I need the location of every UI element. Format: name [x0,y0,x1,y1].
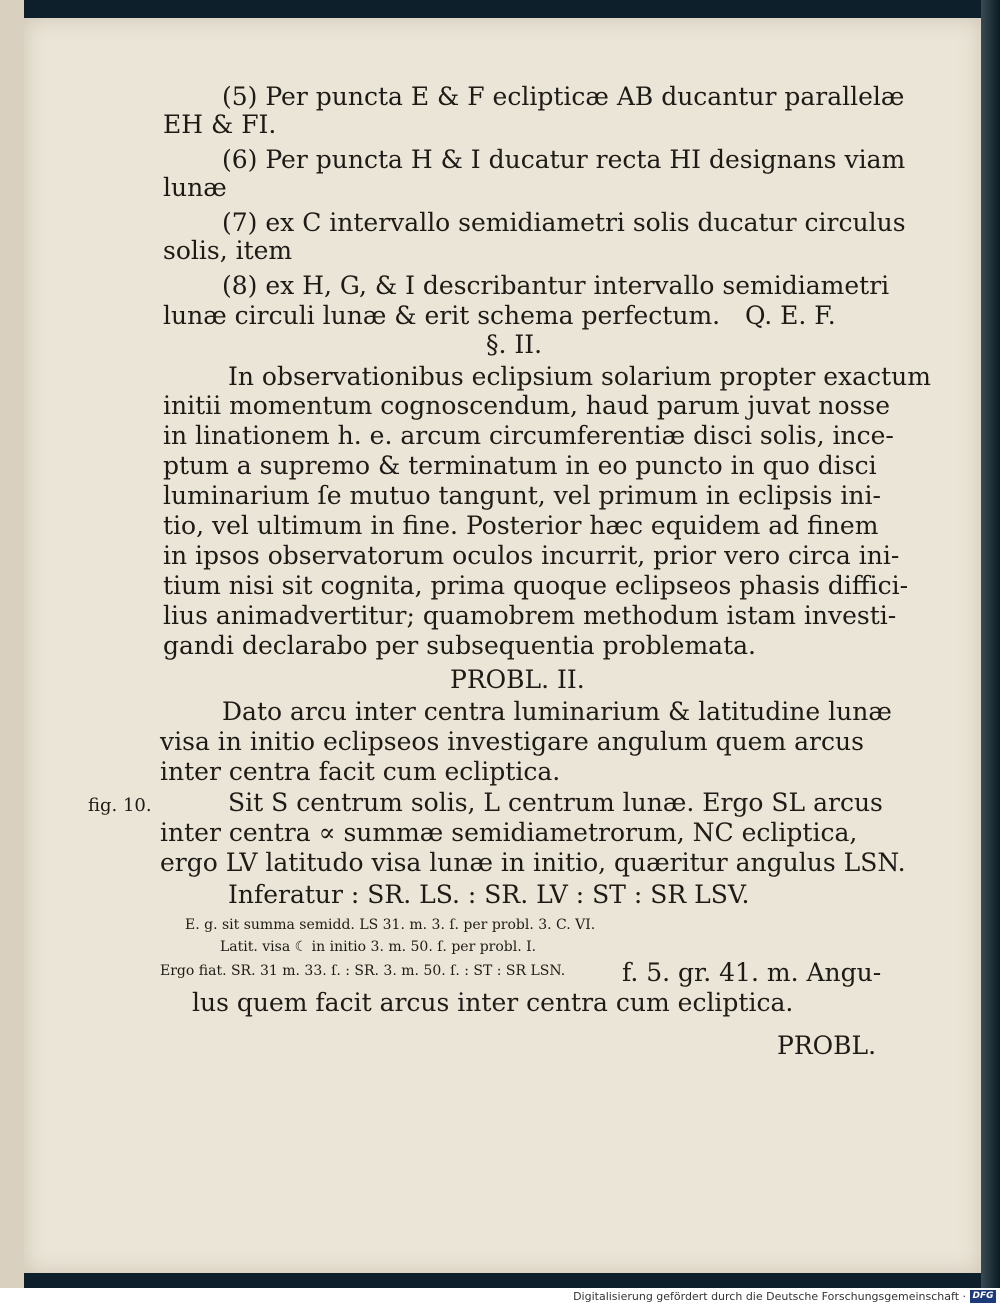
problem-heading: PROBL. II. [450,665,585,694]
text-line: In observationibus eclipsium solarium propter exactum [228,362,931,391]
text-line: tium nisi sit cognita, prima quoque eclipseos phasis diffici- [163,571,909,600]
result-line: f. 5. gr. 41. m. Angu- [622,958,882,987]
text-line: ergo LV latitudo visa lunæ in initio, quæritur angulus LSN. [160,848,906,877]
example-line: Ergo fiat. SR. 31 m. 33. ſ. : SR. 3. m. 50. ſ. : ST : SR LSN. [160,963,566,979]
left-margin-strip [0,0,24,1290]
text-line: in ipsos observatorum oculos incurrit, prior vero circa ini- [163,541,900,570]
text-line: in linationem h. e. arcum circumferentiæ disci solis, ince- [163,421,894,450]
margin-note: fig. 10. [88,795,152,816]
text-line: ptum a supremo & terminatum in eo puncto in quo disci [163,451,877,480]
footer-credit: Digitalisierung gefördert durch die Deutsche Forschungsgemeinschaft · [573,1290,966,1303]
book-spine-edge [981,0,1000,1290]
text-line: Inferatur : SR. LS. : SR. LV : ST : SR LSV. [228,880,750,909]
text-line: luminarium ſe mutuo tangunt, vel primum in eclipsis ini- [163,481,881,510]
text-line: inter centra facit cum ecliptica. [160,757,561,786]
text-line: initii momentum cognoscendum, haud parum juvat nosse [163,391,891,420]
text-line: tio, vel ultimum in fine. Posterior hæc equidem ad finem [163,511,879,540]
section-heading: §. II. [486,330,543,359]
text-line: (5) Per puncta E & F eclipticæ AB ducantur parallelæ [222,82,905,111]
text-line: lius animadvertitur; quamobrem methodum istam investi- [163,601,897,630]
text-line: EH & FI. [163,110,277,139]
text-line: (7) ex C intervallo semidiametri solis ducatur circulus [222,208,906,237]
catchword: PROBL. [777,1031,877,1060]
text-line: (8) ex H, G, & I describantur intervallo semidiametri [222,271,890,300]
example-line: E. g. sit summa semidd. LS 31. m. 3. ſ. per probl. 3. C. VI. [185,917,596,933]
text-line: lunæ [163,173,227,202]
text-line: Dato arcu inter centra luminarium & latitudine lunæ [222,697,892,726]
text-line: lunæ circuli lunæ & erit schema perfectum. [163,301,721,330]
qef-mark: Q. E. F. [745,301,836,330]
text-line: visa in initio eclipseos investigare angulum quem arcus [160,727,864,756]
text-line: lus quem facit arcus inter centra cum ecliptica. [192,988,794,1017]
text-line: Sit S centrum solis, L centrum lunæ. Ergo SL arcus [228,788,883,817]
text-line: inter centra ∝ summæ semidiametrorum, NC ecliptica, [160,818,858,847]
text-line: solis, item [163,236,293,265]
example-line: Latit. visa ☾ in initio 3. m. 50. ſ. per probl. I. [220,939,537,955]
dfg-logo: DFG [970,1290,996,1303]
text-line: gandi declarabo per subsequentia problemata. [163,631,756,660]
text-line: (6) Per puncta H & I ducatur recta HI designans viam [222,145,906,174]
